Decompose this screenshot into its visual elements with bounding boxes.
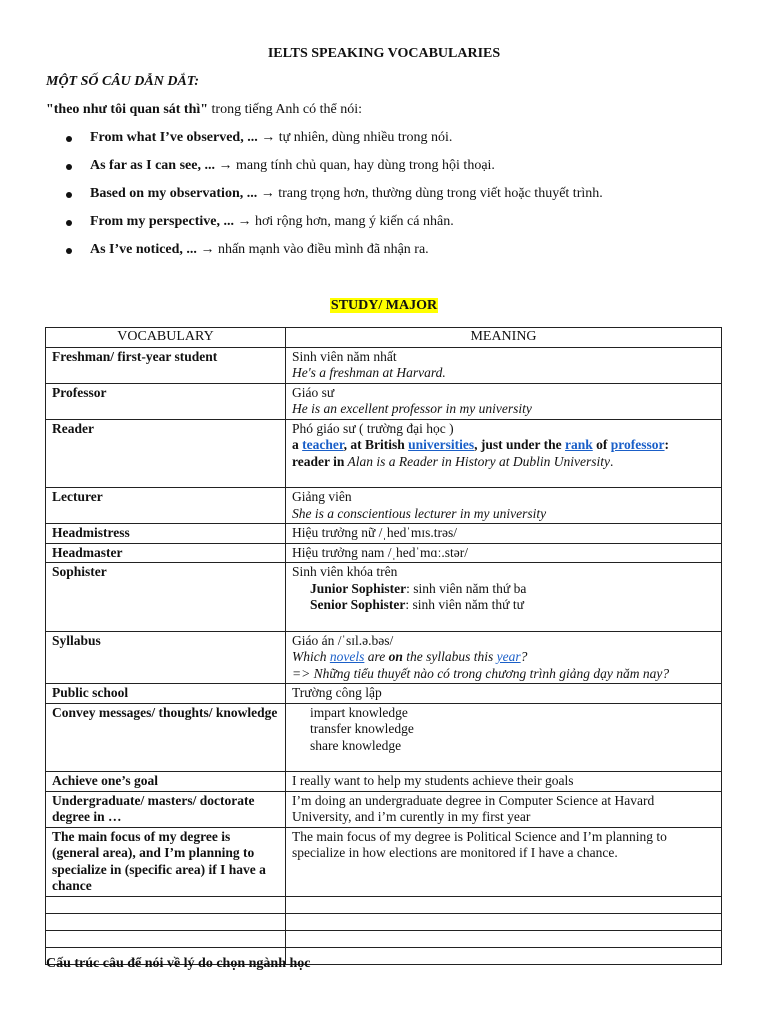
professor-link[interactable]: professor [610,437,665,452]
empty-cell [286,947,722,964]
vocab-meaning [286,703,722,772]
vocab-term: Public school [46,684,286,704]
table-row [46,827,722,896]
vocab-term: Headmaster [46,543,286,563]
intro-quote: "theo như tôi quan sát thì" [46,102,209,117]
phrase: Based on my observation, ... [90,186,258,201]
list-item [66,158,603,186]
bullet-icon [66,136,72,142]
vocab-meaning: The main focus of my degree is Political Science and I’m planning to specialize in how elections are monitored if I have a chance. [286,827,722,896]
empty-cell [46,896,286,913]
example-line [292,454,715,471]
list-item [66,242,603,270]
novels-link[interactable]: novels [329,649,365,664]
phrase: As I’ve noticed, ... [90,242,197,257]
table-row [46,347,722,383]
collocation-item: impart knowledge [310,704,408,720]
vocab-meaning [286,347,722,383]
vocab-meaning [286,631,722,684]
empty-cell [286,930,722,947]
bullet-icon [66,164,72,170]
empty-cell [286,896,722,913]
example-text: Which [292,649,330,664]
list-item [66,214,603,242]
vocabulary-table [45,327,722,965]
table-row [46,772,722,792]
vocab-term: Professor [46,383,286,419]
phrase: From my perspective, ... [90,214,234,229]
sub-definition [292,597,715,614]
meaning-text: Phó giáo sư ( trường đại học ) [292,420,454,436]
meaning-text: Giảng viên [292,489,352,504]
phrase-note: mang tính chủ quan, hay dùng trong hội thoại. [235,158,495,173]
bullet-icon [66,248,72,254]
phrase-note: tự nhiên, dùng nhiều trong nói. [278,130,453,145]
page-title: IELTS SPEAKING VOCABULARIES [267,46,501,61]
table-row [46,543,722,563]
example-sentence: Alan is a Reader in History at Dublin University [344,453,610,469]
bullet-icon [66,192,72,198]
vocab-term: Achieve one’s goal [46,772,286,792]
table-row [46,791,722,827]
vocab-term: Undergraduate/ masters/ doctorate degree in … [46,791,286,827]
meaning-text: Sinh viên khóa trên [292,564,398,579]
lead-in-list [66,130,603,270]
table-row [46,703,722,772]
example-sentence: He is an excellent professor in my university [292,401,532,416]
definition-text: a [292,437,303,452]
vocab-meaning [286,419,722,488]
vocab-term: Syllabus [46,631,286,684]
table-row [46,488,722,524]
vocab-meaning: Hiệu trưởng nam /ˌhedˈmɑː.stər/ [286,543,722,563]
phrase-note: hơi rộng hơn, mang ý kiến cá nhân. [254,214,454,229]
empty-cell [46,930,286,947]
definition-text: , at British [343,437,409,452]
example-sentence [292,649,715,666]
example-text: the syllabus this [402,649,497,664]
vocab-term: Headmistress [46,524,286,544]
table-row [46,524,722,544]
vocab-term: Convey messages/ thoughts/ knowledge [46,703,286,772]
example-lead: reader in [292,453,345,469]
vocab-term: Reader [46,419,286,488]
year-link[interactable]: year [496,649,521,664]
empty-table-row [46,930,722,947]
example-sentence: She is a conscientious lecturer in my university [292,505,547,521]
collocation-item: transfer knowledge [310,721,414,736]
vocab-meaning [286,383,722,419]
arrow-icon: → [196,242,218,257]
phrase-note: nhấn mạnh vào điều mình đã nhận ra. [217,242,429,257]
empty-cell [286,913,722,930]
footer-heading: Cấu trúc câu để nói về lý do chọn ngành học [46,956,311,971]
definition-text: : [664,437,670,452]
teacher-link[interactable]: teacher [302,437,344,452]
list-item [66,186,603,214]
meaning-text: Sinh viên năm nhất [292,348,397,364]
blank-line [292,754,715,770]
column-header-meaning: MEANING [286,328,722,348]
phrase-note: trang trọng hơn, thường dùng trong viết hoặc thuyết trình. [278,186,603,201]
vocab-term: Lecturer [46,488,286,524]
vocab-meaning [286,563,722,632]
collocation-item: share knowledge [310,737,402,753]
rank-link[interactable]: rank [565,437,593,452]
universities-link[interactable]: universities [408,437,475,452]
sub-term: Senior Sophister [310,597,406,612]
vocab-term: Freshman/ first-year student [46,347,286,383]
meaning-text: Giáo án /ˈsɪl.ə.bəs/ [292,632,394,648]
vocab-meaning: Trường công lập [286,684,722,704]
phrase: From what I’ve observed, ... [90,130,258,145]
example-text: ? [520,649,528,664]
table-row [46,563,722,632]
example-end: . [609,453,614,469]
definition-text: , just under the [474,437,566,452]
sub-term: Junior Sophister [310,580,407,596]
phrase: As far as I can see, ... [90,158,215,173]
vocab-meaning: I really want to help my students achieve their goals [286,772,722,792]
vocab-meaning [286,488,722,524]
table-row [46,631,722,684]
example-emphasis: on [388,649,403,664]
definition-line [292,437,715,454]
vocab-term: The main focus of my degree is (general area), and I’m planning to specialize in (specific area) if I have a chance [46,827,286,896]
sub-meaning: : sinh viên năm thứ tư [405,597,524,612]
vocab-term: Sophister [46,563,286,632]
blank-line [292,470,715,486]
intro-rest: trong tiếng Anh có thể nói: [208,102,363,117]
meaning-text: Giáo sư [292,384,335,400]
example-sentence: He's a freshman at Harvard. [292,365,446,380]
arrow-icon: → [257,186,279,201]
sub-meaning: : sinh viên năm thứ ba [406,580,527,596]
section-heading-highlight: STUDY/ MAJOR [330,298,438,313]
lead-in-heading: MỘT SỐ CÂU DẪN DẮT: [46,74,199,89]
table-row [46,383,722,419]
arrow-icon: → [214,158,236,173]
section-heading [0,297,768,314]
intro-line [46,102,362,118]
column-header-vocabulary: VOCABULARY [46,328,286,348]
arrow-icon: → [257,130,279,145]
empty-table-row [46,896,722,913]
list-item [66,130,603,158]
example-text: are [364,649,389,664]
arrow-icon: → [233,214,255,229]
definition-text: of [592,437,611,452]
table-row [46,419,722,488]
vocab-meaning: Hiệu trưởng nữ /ˌhedˈmɪs.trəs/ [286,524,722,544]
sub-definition [292,581,715,598]
example-translation: => Những tiểu thuyết nào có trong chương trình giảng dạy năm nay? [292,665,670,681]
bullet-icon [66,220,72,226]
blank-line [292,614,715,630]
vocab-meaning: I’m doing an undergraduate degree in Computer Science at Havard University, and i’m curently in my first year [286,791,722,827]
empty-cell [46,913,286,930]
empty-table-row [46,913,722,930]
table-header-row [46,328,722,348]
table-row [46,684,722,704]
